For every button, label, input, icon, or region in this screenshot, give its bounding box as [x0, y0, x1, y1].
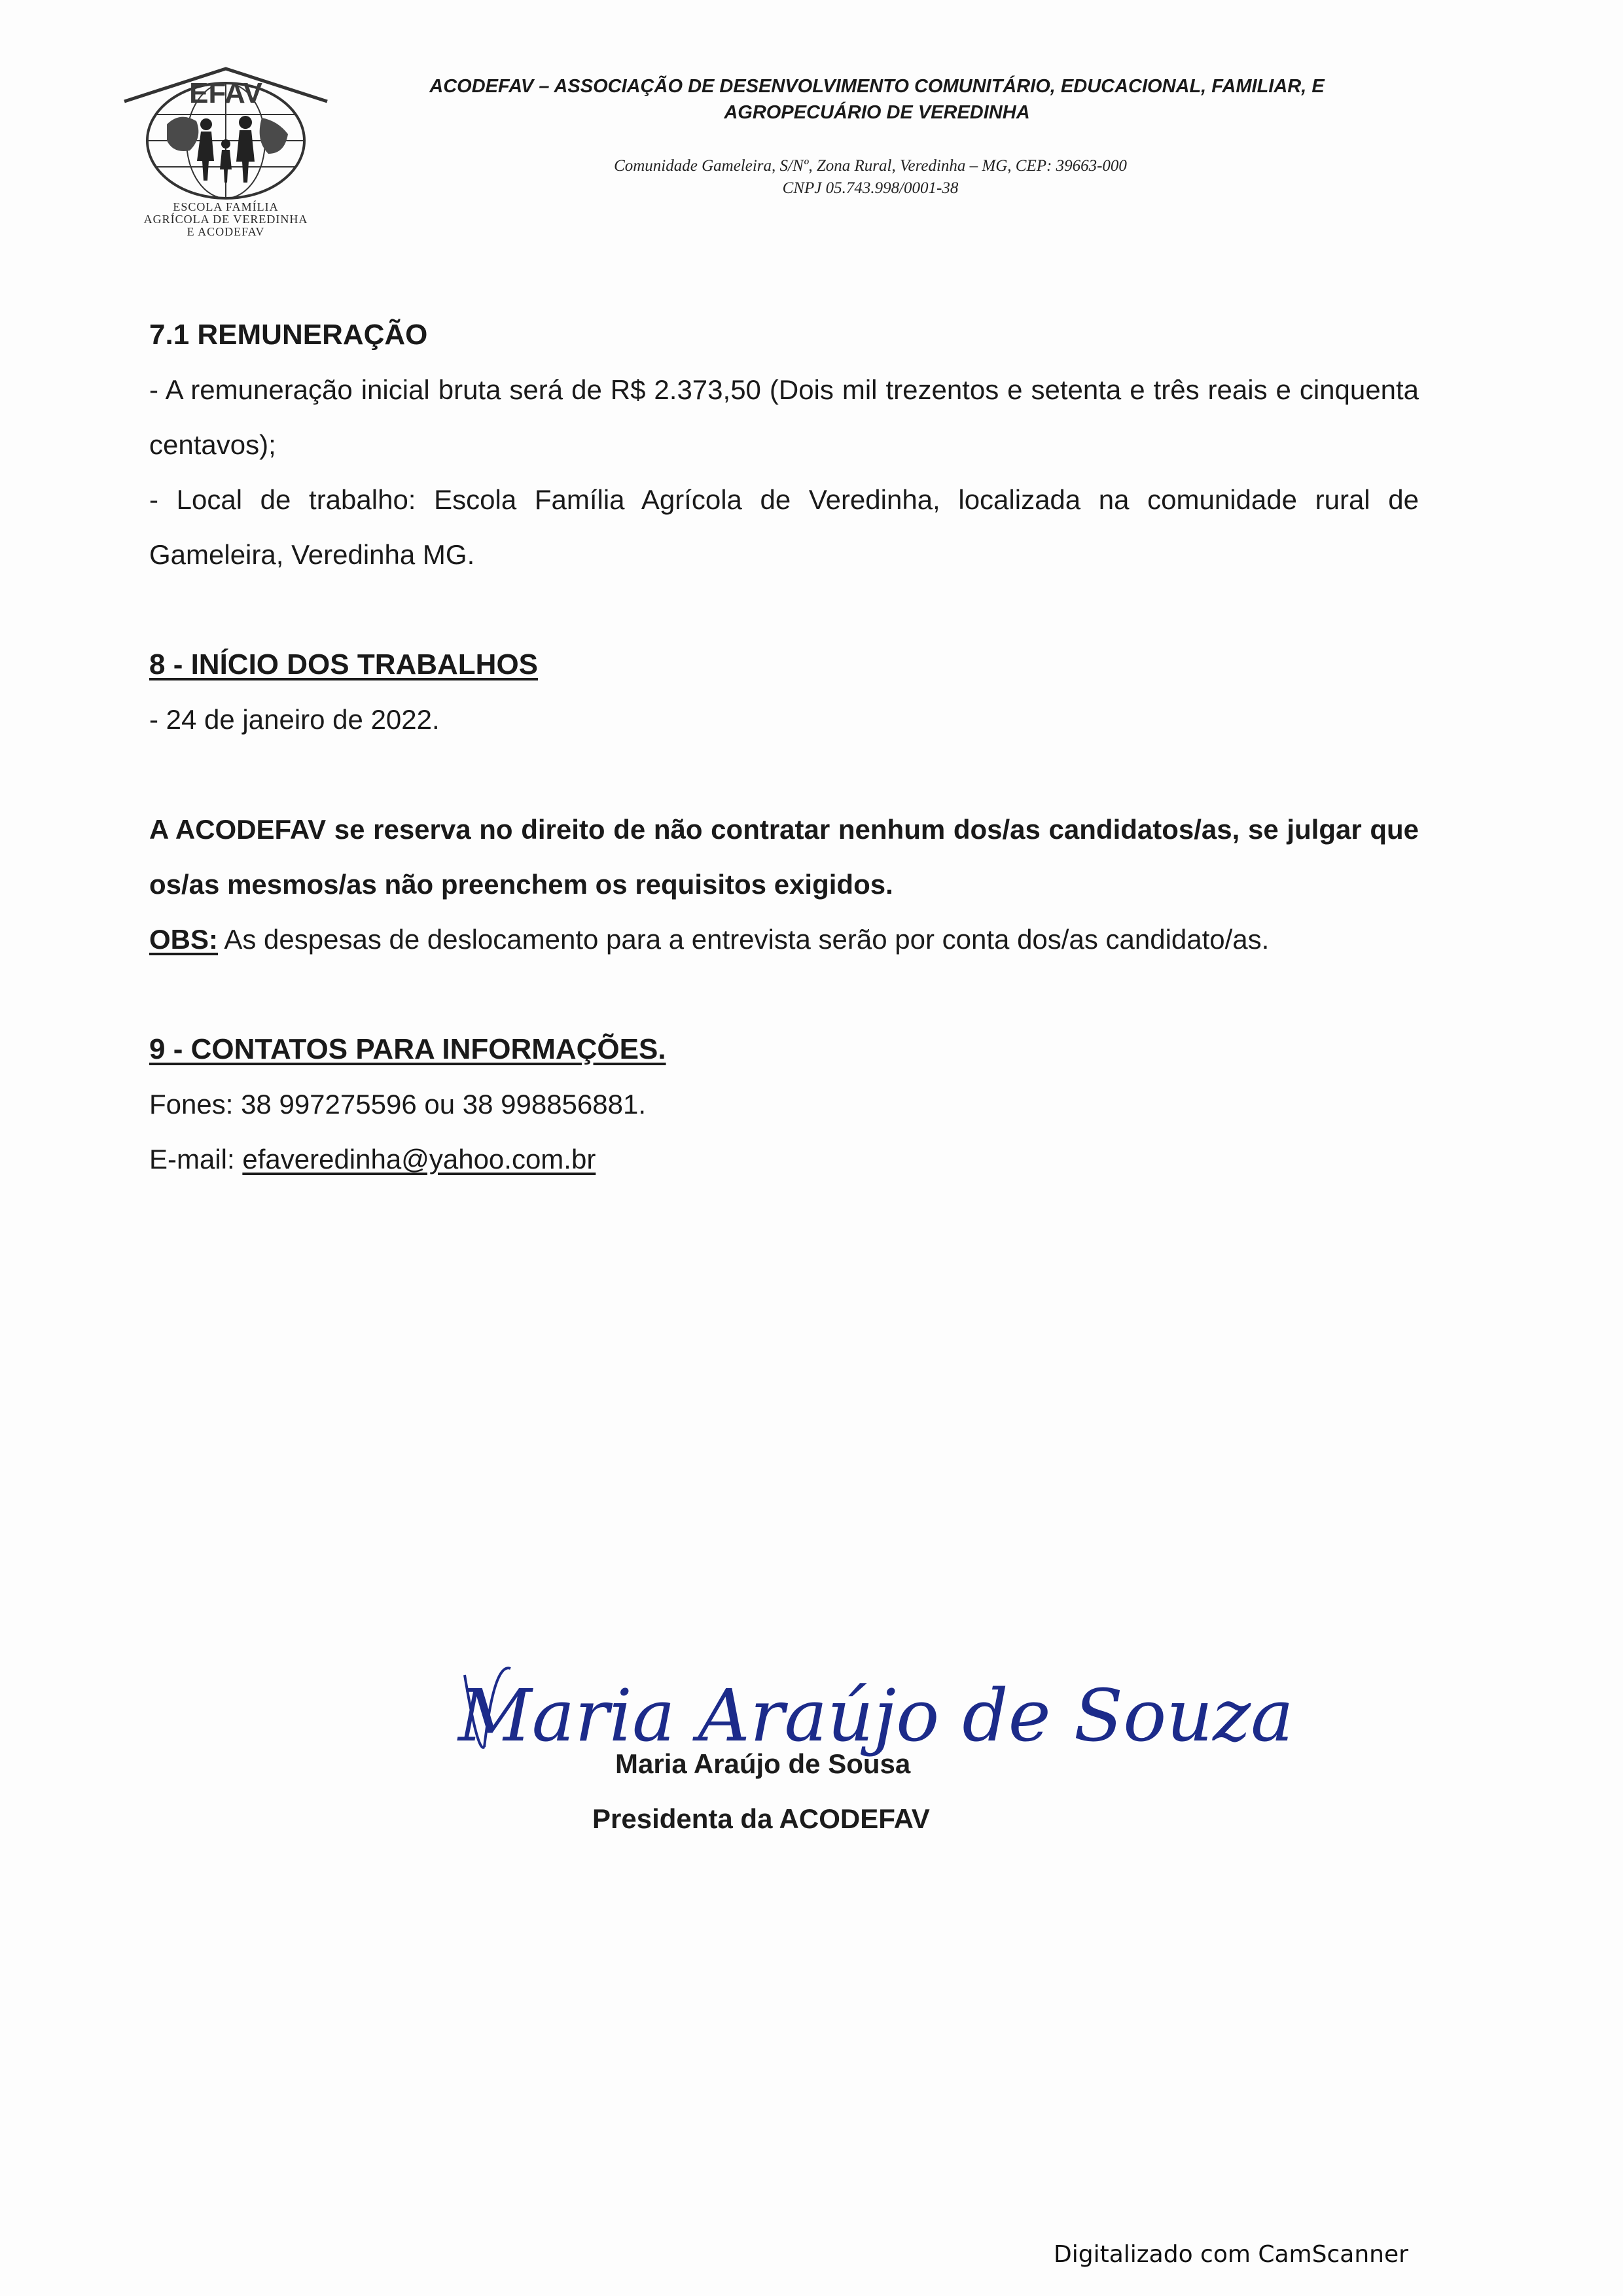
email-link[interactable]: efaveredinha@yahoo.com.br [242, 1144, 596, 1174]
workplace-paragraph: - Local de trabalho: Escola Família Agrícola de Veredinha, localizada na comunidade rural de Gameleira, Veredinha MG. [149, 484, 1419, 570]
logo-caption-line: AGRÍCOLA DE VEREDINHA [143, 213, 308, 226]
obs-label: OBS: [149, 924, 218, 955]
obs-paragraph [149, 912, 1419, 967]
document-body [149, 308, 1419, 1187]
svg-text:EFAV: EFAV [189, 77, 262, 109]
remuneration-paragraph: - A remuneração inicial bruta será de R$ 2.373,50 (Dois mil trezentos e setenta e três reais e cinquenta centavos); [149, 374, 1419, 460]
organization-address [366, 155, 1374, 200]
organization-name-line: ACODEFAV – ASSOCIAÇÃO DE DESENVOLVIMENTO COMUNITÁRIO, EDUCACIONAL, FAMILIAR, E [429, 76, 1325, 97]
reserve-notice: A ACODEFAV se reserva no direito de não contratar nenhum dos/as candidatos/as, se julgar que os/as mesmos/as não preenchem os requisitos exigidos. [149, 814, 1419, 900]
email-line [149, 1132, 1419, 1187]
section-8-title: 8 - INÍCIO DOS TRABALHOS [149, 648, 539, 680]
organization-name-line: AGROPECUÁRIO DE VEREDINHA [724, 102, 1030, 123]
logo-caption [111, 201, 340, 238]
signer-role: Presidenta da ACODEFAV [592, 1803, 930, 1834]
signer-name: Maria Araújo de Sousa [615, 1748, 911, 1779]
start-date: - 24 de janeiro de 2022. [149, 704, 440, 735]
logo-caption-line: E ACODEFAV [187, 225, 265, 238]
cnpj-line: CNPJ 05.743.998/0001-38 [782, 179, 959, 197]
scanner-watermark: Digitalizado com CamScanner [1054, 2241, 1408, 2268]
svg-text:Maria Araújo de Souza: Maria Araújo de Souza [458, 1674, 1294, 1757]
email-label: E-mail: [149, 1144, 243, 1174]
obs-text: As despesas de deslocamento para a entrevista serão por conta dos/as candidato/as. [218, 924, 1270, 955]
section-7-1-title: 7.1 REMUNERAÇÃO [149, 319, 428, 351]
address-line: Comunidade Gameleira, S/Nº, Zona Rural, Veredinha – MG, CEP: 39663-000 [614, 157, 1127, 175]
section-9-title: 9 - CONTATOS PARA INFORMAÇÕES. [149, 1033, 666, 1065]
efav-logo [111, 62, 340, 258]
organization-name [373, 73, 1381, 126]
logo-caption-line: ESCOLA FAMÍLIA [173, 200, 279, 213]
phones-line: Fones: 38 997275596 ou 38 998856881. [149, 1089, 647, 1120]
